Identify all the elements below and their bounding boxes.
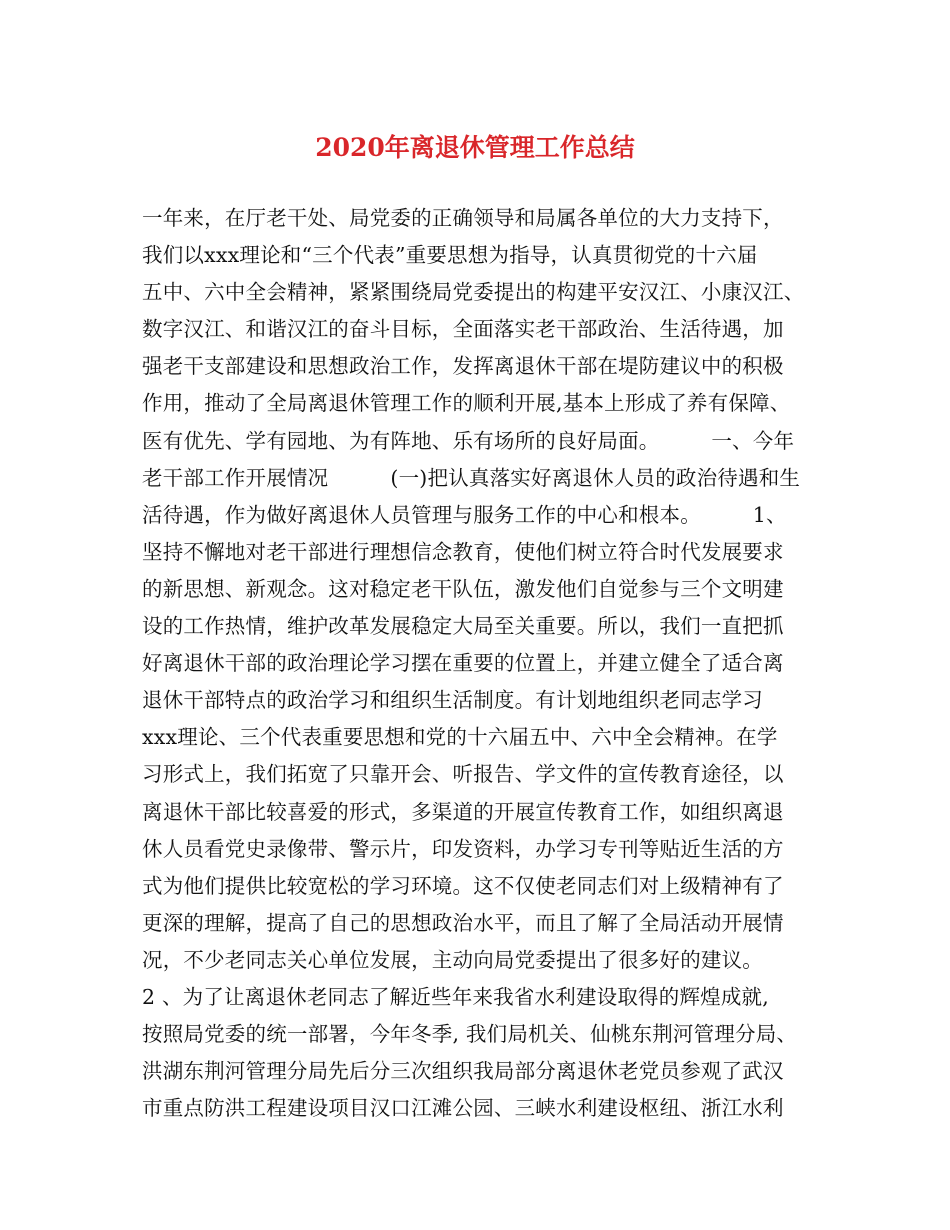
body-line: 五中、六中全会精神，紧紧围绕局党委提出的构建平安汉江、小康汉江、 (142, 280, 805, 305)
body-line: 我们以xxx理论和“三个代表”重要思想为指导，认真贯彻党的十六届 (142, 243, 758, 268)
body-line: 习形式上，我们拓宽了只靠开会、听报告、学文件的宣传教育途径，以 (142, 762, 784, 787)
body-line: 数字汉江、和谐汉江的奋斗目标，全面落实老干部政治、生活待遇，加 (142, 317, 784, 342)
body-line: 更深的理解，提高了自己的思想政治水平，而且了解了全局活动开展情 (142, 910, 784, 935)
document-body (142, 200, 832, 1127)
body-line: 按照局党委的统一部署，今年冬季, 我们局机关、仙桃东荆河管理分局、 (142, 1022, 798, 1047)
body-line: 式为他们提供比较宽松的学习环境。这不仅使老同志们对上级精神有了 (142, 873, 784, 898)
document-title: 2020年离退休管理工作总结 (315, 133, 635, 162)
body-line: 坚持不懈地对老干部进行理想信念教育，使他们树立符合时代发展要求 (142, 539, 784, 564)
body-line: 洪湖东荆河管理分局先后分三次组织我局部分离退休老党员参观了武汉 (142, 1059, 784, 1084)
body-line: 市重点防洪工程建设项目汉口江滩公园、三峡水利建设枢纽、浙江水利 (142, 1096, 784, 1121)
body-line: 医有优先、学有园地、为有阵地、乐有场所的良好局面。 一、今年 (142, 428, 795, 453)
body-line: 强老干支部建设和思想政治工作，发挥离退休干部在堤防建议中的积极 (142, 354, 784, 379)
body-line: 设的工作热情，维护改革发展稳定大局至关重要。所以，我们一直把抓 (142, 614, 784, 639)
body-line: 退休干部特点的政治学习和组织生活制度。有计划地组织老同志学习 (142, 688, 763, 713)
body-line: 离退休干部比较喜爱的形式，多渠道的开展宣传教育工作，如组织离退 (142, 799, 784, 824)
body-line: 老干部工作开展情况 (一)把认真落实好离退休人员的政治待遇和生 (142, 465, 801, 490)
body-line: 的新思想、新观念。这对稳定老干队伍，激发他们自觉参与三个文明建 (142, 576, 784, 601)
body-line: 2 、为了让离退休老同志了解近些年来我省水利建设取得的辉煌成就, (142, 984, 769, 1009)
body-line: xxx理论、三个代表重要思想和党的十六届五中、六中全会精神。在学 (142, 725, 778, 750)
body-line: 活待遇，作为做好离退休人员管理与服务工作的中心和根本。 1、 (142, 502, 787, 527)
body-line: 好离退休干部的政治理论学习摆在重要的位置上，并建立健全了适合离 (142, 651, 784, 676)
body-line: 一年来，在厅老干处、局党委的正确领导和局属各单位的大力支持下， (142, 206, 784, 230)
body-line: 作用，推动了全局离退休管理工作的顺利开展,基本上形成了养有保障、 (142, 391, 791, 416)
body-line: 况，不少老同志关心单位发展，主动向局党委提出了很多好的建议。 (142, 947, 763, 972)
body-line: 休人员看党史录像带、警示片，印发资料，办学习专刊等贴近生活的方 (142, 836, 784, 861)
